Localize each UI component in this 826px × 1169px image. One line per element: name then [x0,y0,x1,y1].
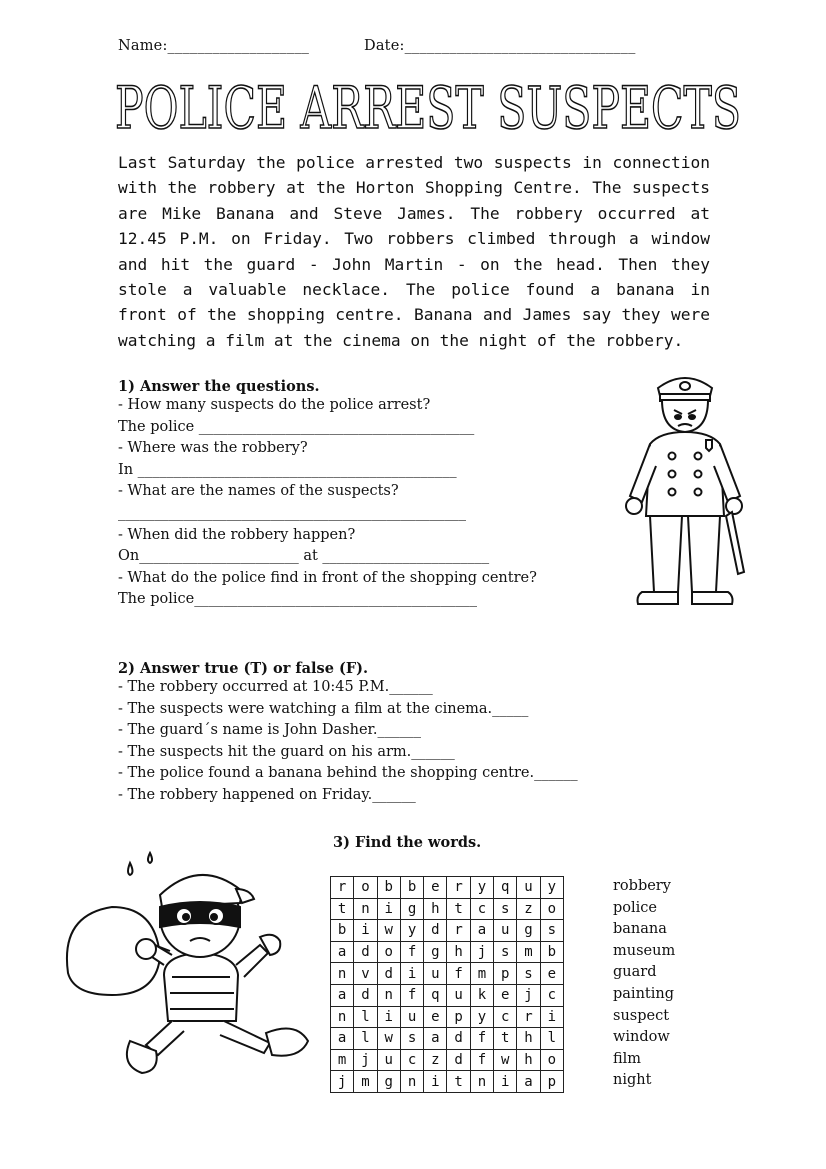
story-paragraph: Last Saturday the police arrested two suspects in connection with the robbery at the Horton Shopping Centre. The suspects are Mike Banana and Steve James. The robbery occurred at 12.45 P.M. on Friday. Two robbers climbed through a window and hit the guard - John Martin - on the head. Then they stole a valuable necklace. The police found a banana in front of the shopping centre. Banana and James say they were watching a film at the cinema on the night of the robbery. [118,153,710,350]
grid-cell[interactable]: g [517,920,540,942]
grid-cell[interactable]: s [494,941,517,963]
questions-section [118,378,570,611]
word-list-item: window [613,1029,670,1046]
grid-row [331,984,564,1006]
grid-cell[interactable]: i [540,1006,563,1028]
grid-cell[interactable]: a [470,920,493,942]
grid-cell[interactable]: m [470,963,493,985]
grid-cell[interactable]: d [354,941,377,963]
question-line: - What are the names of the suspects? [118,483,399,500]
grid-cell[interactable]: u [400,1006,423,1028]
grid-cell[interactable]: z [517,898,540,920]
grid-cell[interactable]: f [470,1049,493,1071]
answer-line[interactable]: The police ______________________________________ [118,418,475,435]
grid-cell[interactable]: d [424,920,447,942]
statement-line[interactable]: - The suspects were watching a film at the cinema._____ [118,700,529,717]
grid-cell[interactable]: b [400,877,423,899]
grid-cell[interactable]: j [331,1071,354,1093]
grid-cell[interactable]: p [447,1006,470,1028]
grid-row [331,1071,564,1093]
grid-cell[interactable]: o [540,1049,563,1071]
grid-cell[interactable]: i [377,1006,400,1028]
grid-row [331,898,564,920]
grid-cell[interactable]: h [424,898,447,920]
answer-line[interactable]: The police_______________________________________ [118,591,477,608]
grid-cell[interactable]: c [400,1049,423,1071]
grid-cell[interactable]: y [470,1006,493,1028]
grid-cell[interactable]: e [540,963,563,985]
word-list-item: police [613,899,657,916]
grid-cell[interactable]: t [331,898,354,920]
grid-cell[interactable]: t [447,1071,470,1093]
section-title: 3) Find the words. [333,834,482,851]
word-list-item: guard [613,964,657,981]
grid-cell[interactable]: n [400,1071,423,1093]
grid-cell[interactable]: l [540,1028,563,1050]
grid-cell[interactable]: n [354,898,377,920]
grid-cell[interactable]: r [447,920,470,942]
worksheet-title-text: POLICE ARREST SUSPECTS [115,74,741,142]
grid-cell[interactable]: o [540,898,563,920]
statement-line[interactable]: - The robbery occurred at 10:45 P.M.______ [118,679,433,695]
statement-line[interactable]: - The police found a banana behind the shopping centre.______ [118,765,578,782]
grid-cell[interactable]: q [424,984,447,1006]
word-list-item: painting [613,985,674,1002]
answer-line[interactable]: On______________________ at _______________________ [118,548,490,565]
grid-cell[interactable]: w [494,1049,517,1071]
grid-cell[interactable]: g [377,1071,400,1093]
question-line: - Where was the robbery? [118,440,308,457]
grid-row [331,877,564,899]
grid-cell[interactable]: u [517,877,540,899]
grid-cell[interactable]: m [331,1049,354,1071]
grid-cell[interactable]: j [517,984,540,1006]
name-field: Name:___________________ [118,38,310,54]
news-story [118,150,710,353]
grid-cell[interactable]: y [540,877,563,899]
question-line: - When did the robbery happen? [118,526,356,543]
grid-cell[interactable]: j [354,1049,377,1071]
question-line: - How many suspects do the police arrest? [118,397,431,413]
grid-cell[interactable]: j [470,941,493,963]
statement-line[interactable]: - The robbery happened on Friday.______ [118,786,416,803]
grid-cell[interactable]: c [494,1006,517,1028]
grid-cell[interactable]: n [331,963,354,985]
grid-cell[interactable]: h [517,1049,540,1071]
question-line: - What do the police find in front of the shopping centre? [118,569,537,586]
statement-line[interactable]: - The guard´s name is John Dasher.______ [118,722,422,739]
grid-cell[interactable]: u [494,920,517,942]
grid-cell[interactable]: f [470,1028,493,1050]
grid-cell[interactable]: u [424,963,447,985]
grid-cell[interactable]: i [354,920,377,942]
word-list-item: night [613,1072,652,1089]
date-field: Date:_______________________________ [364,38,636,54]
grid-cell[interactable]: e [424,877,447,899]
grid-cell[interactable]: a [331,941,354,963]
grid-cell[interactable]: h [517,1028,540,1050]
word-list [613,876,675,1092]
grid-row [331,1028,564,1050]
grid-cell[interactable]: w [377,920,400,942]
robber-illustration [60,845,330,1085]
grid-cell[interactable]: q [494,877,517,899]
statement-line[interactable]: - The suspects hit the guard on his arm.______ [118,743,455,760]
grid-cell[interactable]: g [400,898,423,920]
grid-cell[interactable]: s [494,898,517,920]
grid-cell[interactable]: f [447,963,470,985]
grid-cell[interactable]: r [331,877,354,899]
grid-cell[interactable]: b [331,920,354,942]
grid-cell[interactable]: g [424,941,447,963]
grid-cell[interactable]: f [400,984,423,1006]
word-search-grid [330,876,564,1093]
grid-cell[interactable]: h [447,941,470,963]
grid-cell[interactable]: t [494,1028,517,1050]
grid-cell[interactable]: a [424,1028,447,1050]
grid-cell[interactable]: u [447,984,470,1006]
grid-cell[interactable]: y [470,877,493,899]
grid-cell[interactable]: t [447,898,470,920]
section-title: 1) Answer the questions. [118,378,320,395]
grid-cell[interactable]: m [354,1071,377,1093]
grid-cell[interactable]: o [354,877,377,899]
grid-cell[interactable]: p [494,963,517,985]
grid-cell[interactable]: m [517,941,540,963]
grid-cell[interactable]: i [494,1071,517,1093]
grid-cell[interactable]: a [331,1028,354,1050]
word-list-item: robbery [613,878,671,894]
grid-cell[interactable]: d [377,963,400,985]
answer-line[interactable]: In ____________________________________________ [118,461,457,478]
grid-cell[interactable]: l [354,1006,377,1028]
grid-cell[interactable]: c [470,898,493,920]
grid-cell[interactable]: f [400,941,423,963]
grid-cell[interactable]: a [331,984,354,1006]
grid-cell[interactable]: i [400,963,423,985]
grid-cell[interactable]: o [377,941,400,963]
word-list-item: film [613,1050,642,1067]
grid-row [331,1049,564,1071]
grid-cell[interactable]: d [354,984,377,1006]
grid-cell[interactable]: i [424,1071,447,1093]
grid-cell[interactable]: v [354,963,377,985]
grid-cell[interactable]: b [377,877,400,899]
true-false-section [118,660,678,807]
grid-cell[interactable]: w [377,1028,400,1050]
grid-row [331,941,564,963]
word-list-item: museum [613,942,676,959]
grid-cell[interactable]: a [517,1071,540,1093]
grid-cell[interactable]: e [494,984,517,1006]
grid-cell[interactable]: r [517,1006,540,1028]
grid-cell[interactable]: s [540,920,563,942]
grid-cell[interactable]: e [424,1006,447,1028]
grid-cell[interactable]: b [540,941,563,963]
policeman-illustration [620,366,750,614]
grid-cell[interactable]: i [377,898,400,920]
grid-cell[interactable]: d [447,1049,470,1071]
word-list-item: banana [613,921,667,938]
grid-row [331,963,564,985]
grid-cell[interactable]: n [377,984,400,1006]
grid-row [331,1006,564,1028]
word-list-item: suspect [613,1007,670,1024]
grid-cell[interactable]: z [424,1049,447,1071]
grid-row [331,920,564,942]
answer-line[interactable]: ________________________________________________ [118,504,466,521]
grid-cell[interactable]: n [470,1071,493,1093]
worksheet-title [115,70,745,144]
grid-cell[interactable]: p [540,1071,563,1093]
section-title: 2) Answer true (T) or false (F). [118,660,369,677]
grid-cell[interactable]: n [331,1006,354,1028]
grid-cell[interactable]: s [400,1028,423,1050]
grid-cell[interactable]: u [377,1049,400,1071]
grid-cell[interactable]: r [447,877,470,899]
grid-cell[interactable]: k [470,984,493,1006]
grid-cell[interactable]: d [447,1028,470,1050]
grid-cell[interactable]: y [400,920,423,942]
grid-cell[interactable]: l [354,1028,377,1050]
grid-cell[interactable]: c [540,984,563,1006]
grid-cell[interactable]: s [517,963,540,985]
